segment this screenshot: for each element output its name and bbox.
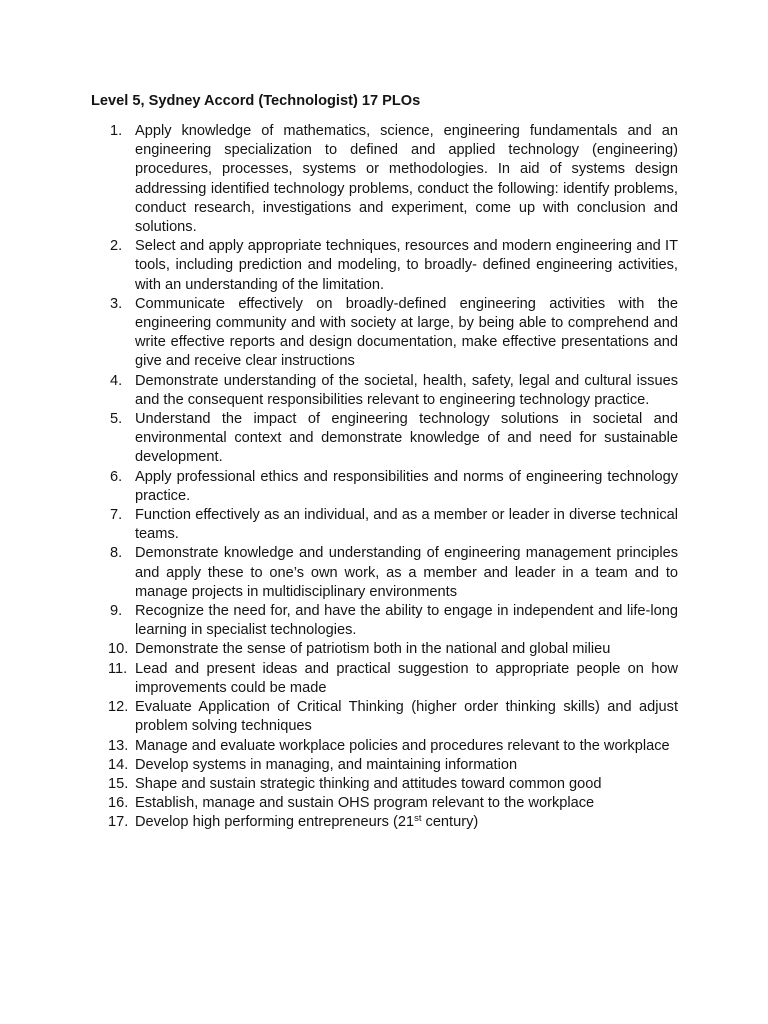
plo-item — [110, 544, 678, 602]
plo-text: Apply knowledge of mathematics, science, engineering fundamentals and an engineering specialization to defined and applied technology (engineering) procedures, processes, systems or methodologies. In aid of systems design addressing identified technology problems, conduct the following: identify problems, conduct research, investigations and experiment, come up with conclusion and solutions. — [135, 123, 678, 236]
plo-text: Establish, manage and sustain OHS program relevant to the workplace — [135, 795, 595, 812]
plo-item — [110, 122, 678, 237]
plo-number: 2. — [110, 238, 123, 255]
plo-item — [110, 737, 678, 756]
plo-item — [110, 660, 678, 698]
plo-number: 12. — [108, 699, 129, 716]
plo-text: Evaluate Application of Critical Thinking (higher order thinking skills) and adjust problem solving techniques — [135, 699, 678, 735]
plo-number: 3. — [110, 295, 123, 312]
plo-text: Function effectively as an individual, and as a member or leader in diverse technical teams. — [135, 507, 678, 543]
plo-number: 17. — [108, 814, 129, 831]
plo-item — [110, 468, 678, 506]
plo-text: Develop systems in managing, and maintaining information — [135, 756, 518, 773]
plo-item — [110, 640, 678, 659]
plo-text: Demonstrate knowledge and understanding of engineering management principles and apply these to one’s own work, as a member and leader in a team and to manage projects in multidisciplinary environments — [135, 545, 678, 600]
plo-number: 15. — [108, 775, 129, 792]
plo-item — [110, 756, 678, 775]
plo-item — [110, 410, 678, 468]
plo-number: 9. — [110, 603, 123, 620]
ordinal-superscript: st — [414, 813, 422, 825]
plo-item — [110, 506, 678, 544]
plo-text: Apply professional ethics and responsibilities and norms of engineering technology practice. — [135, 468, 678, 504]
plo-item — [110, 698, 678, 736]
plo-item — [110, 602, 678, 640]
plo-text: Select and apply appropriate techniques, resources and modern engineering and IT tools, including prediction and modeling, to broadly- defined engineering activities, with an understanding of the limitation. — [135, 238, 678, 293]
plo-text — [135, 814, 478, 830]
plo-number: 13. — [108, 737, 129, 754]
plo-item — [110, 372, 678, 410]
plo-number: 10. — [108, 641, 129, 658]
plo-text: Demonstrate understanding of the societal, health, safety, legal and cultural issues and the consequent responsibilities relevant to engineering technology practice. — [135, 372, 678, 408]
plo-number: 8. — [110, 545, 123, 562]
plo-number: 4. — [110, 372, 123, 389]
plo-item — [110, 295, 678, 372]
plo-list — [110, 122, 678, 833]
plo-number: 14. — [108, 756, 129, 773]
plo-text-main: Develop high performing entrepreneurs (21 — [135, 814, 415, 831]
plo-item — [110, 237, 678, 295]
plo-text-tail: century) — [421, 814, 479, 831]
document-heading: Level 5, Sydney Accord (Technologist) 17 PLOs — [91, 93, 421, 109]
plo-text: Lead and present ideas and practical suggestion to appropriate people on how improvements could be made — [135, 660, 678, 696]
plo-item — [110, 813, 678, 832]
plo-text: Communicate effectively on broadly-defined engineering activities with the engineering community and with society at large, by being able to comprehend and write effective reports and design documentation, make effective presentations and give and receive clear instructions — [135, 295, 678, 370]
plo-text: Recognize the need for, and have the ability to engage in independent and life-long learning in specialist technologies. — [135, 603, 678, 639]
plo-text: Demonstrate the sense of patriotism both in the national and global milieu — [135, 641, 611, 658]
plo-number: 1. — [110, 123, 123, 139]
plo-number: 5. — [110, 411, 123, 428]
plo-text: Understand the impact of engineering technology solutions in societal and environmental context and demonstrate knowledge of and need for sustainable development. — [135, 411, 678, 466]
plo-text: Shape and sustain strategic thinking and attitudes toward common good — [135, 775, 602, 792]
plo-item — [110, 794, 678, 813]
plo-text: Manage and evaluate workplace policies and procedures relevant to the workplace — [135, 737, 670, 754]
plo-number: 11. — [108, 660, 128, 677]
plo-number: 16. — [108, 795, 129, 812]
plo-number: 7. — [110, 507, 123, 524]
plo-item — [110, 775, 678, 794]
plo-number: 6. — [110, 468, 123, 485]
